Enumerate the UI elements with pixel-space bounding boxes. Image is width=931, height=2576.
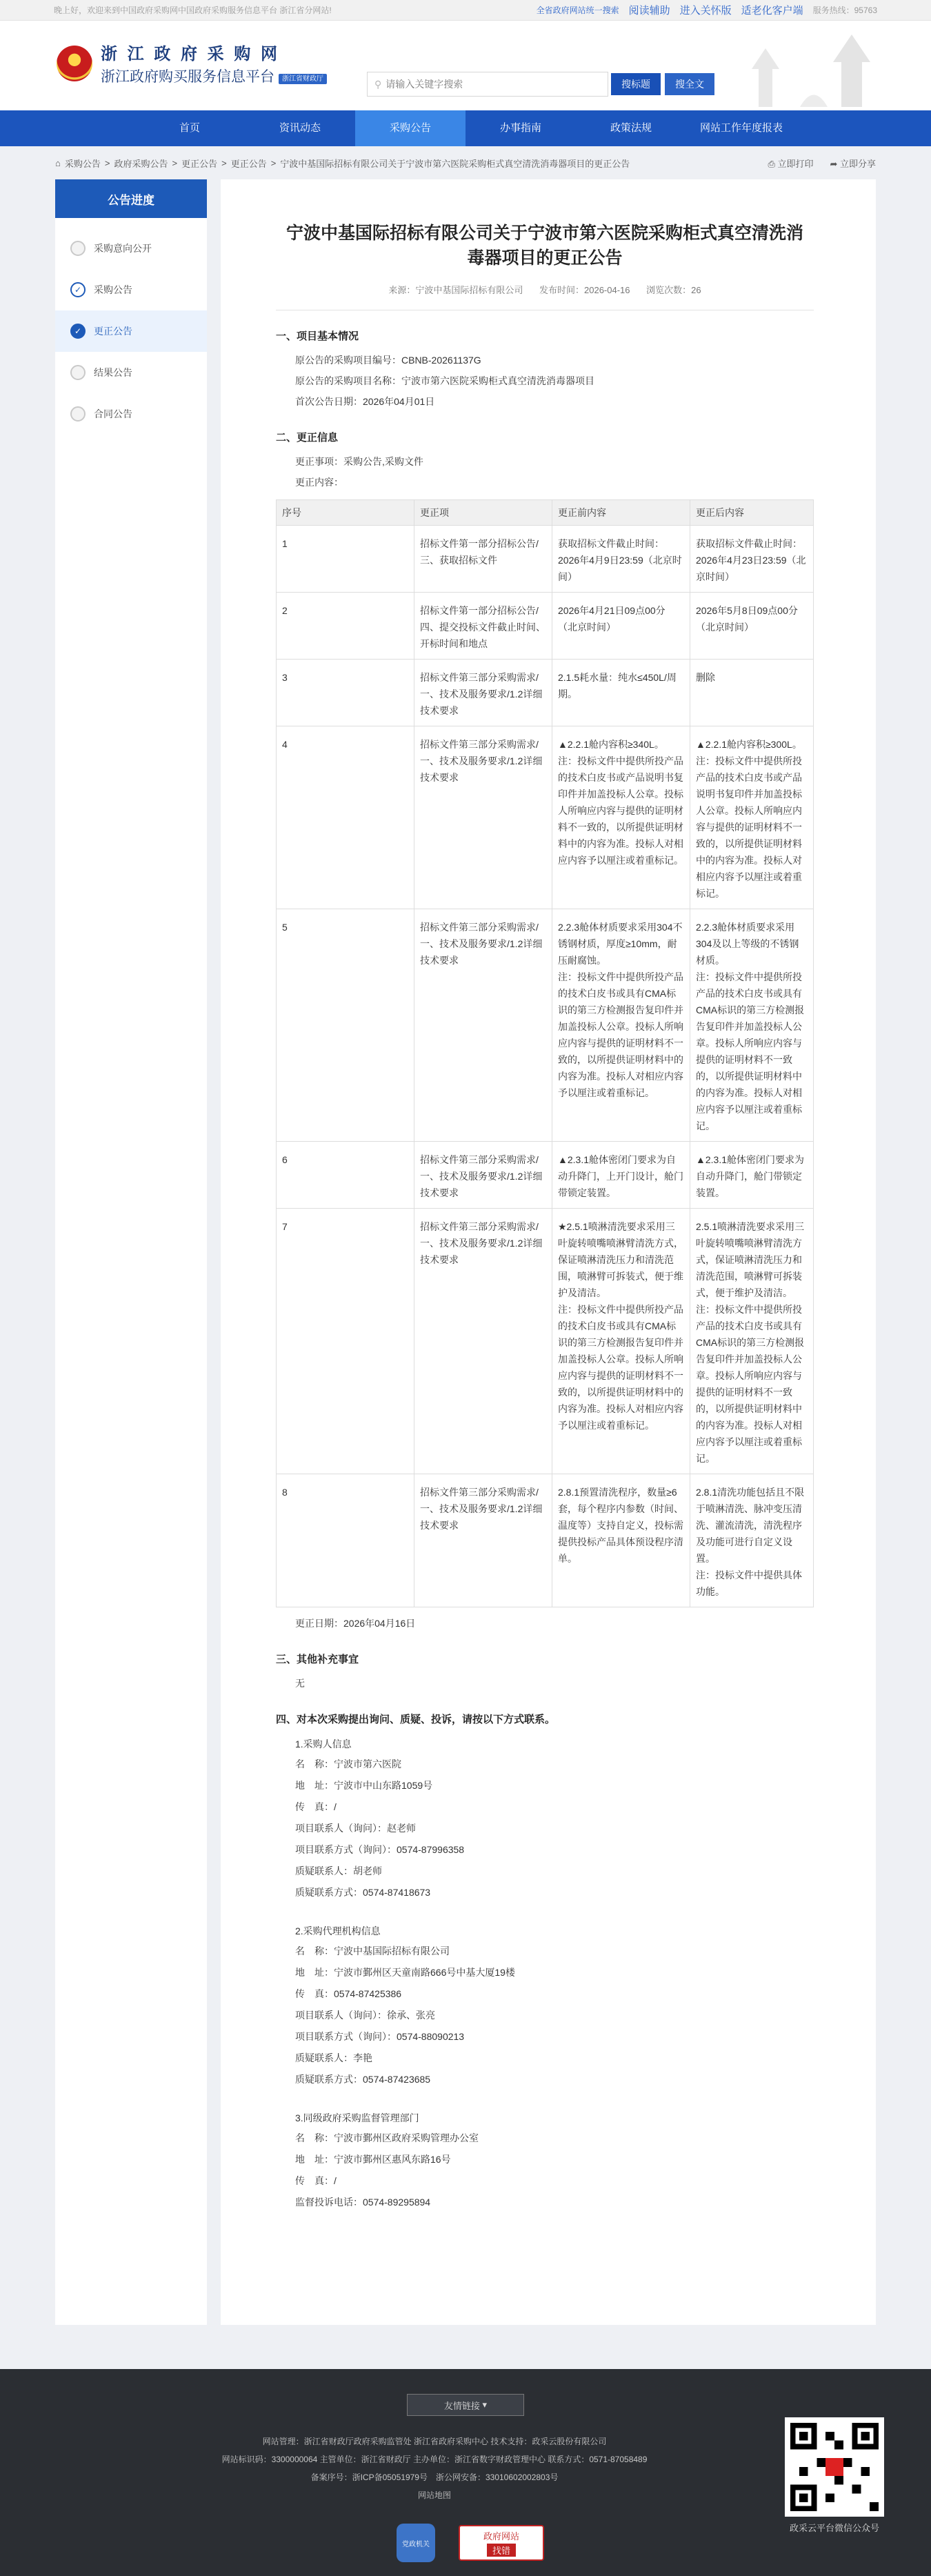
contact-line: 地 址：宁波市鄞州区惠风东路16号 bbox=[295, 2154, 451, 2165]
contact-line: 名 称：宁波市鄞州区政府采购管理办公室 bbox=[295, 2132, 479, 2143]
breadcrumb-item[interactable]: 采购公告 bbox=[64, 158, 101, 169]
table-cell: ▲2.3.1舱体密闭门要求为自动升降门，舱门带锁定装置。 bbox=[690, 1142, 814, 1209]
article bbox=[221, 179, 876, 2325]
contact-line: 质疑联系人：胡老师 bbox=[295, 1865, 382, 1876]
agency-contacts bbox=[276, 1941, 814, 2090]
table-cell: 8 bbox=[277, 1474, 414, 1607]
table-row bbox=[277, 593, 814, 660]
table-cell: 1 bbox=[277, 526, 414, 593]
friend-links-select[interactable]: 友情链接 ▾ bbox=[407, 2394, 524, 2416]
table-cell: 获取招标文件截止时间：2026年4月9日23:59（北京时间） bbox=[552, 526, 690, 593]
elder-client-link[interactable]: 适老化客户端 bbox=[741, 5, 803, 17]
supervisor-contacts bbox=[276, 2128, 814, 2213]
table-cell: 招标文件第三部分采购需求/一、技术及服务要求/1.2详细技术要求 bbox=[414, 726, 552, 909]
breadcrumb-current: 宁波中基国际招标有限公司关于宁波市第六医院采购柜式真空清洗消毒器项目的更正公告 bbox=[280, 158, 630, 169]
project-name: 原公告的采购项目名称：宁波市第六医院采购柜式真空清洗消毒器项目 bbox=[295, 375, 594, 386]
top-bar bbox=[0, 0, 931, 21]
table-cell: 2.8.1清洗功能包括且不限于喷淋清洗、脉冲变压清洗、灌流清洗，清洗程序及功能可进行自定义设置。 注：投标文件中提供具体功能。 bbox=[690, 1474, 814, 1607]
contact-line: 地 址：宁波市中山东路1059号 bbox=[295, 1780, 433, 1791]
table-cell: 招标文件第三部分采购需求/一、技术及服务要求/1.2详细技术要求 bbox=[414, 660, 552, 726]
national-emblem-icon bbox=[57, 46, 92, 81]
breadcrumb-item[interactable]: 政府采购公告 bbox=[114, 158, 168, 169]
progress-sidebar bbox=[55, 179, 207, 2325]
qr-code-icon bbox=[785, 2417, 884, 2517]
step-intent[interactable]: 采购意向公开 bbox=[55, 228, 207, 269]
breadcrumb-item[interactable]: 更正公告 bbox=[230, 158, 267, 169]
site-subtitle: 浙江政府购买服务信息平台 bbox=[101, 69, 274, 85]
care-mode-link[interactable]: 进入关怀版 bbox=[679, 5, 732, 17]
step-correction[interactable]: ✓ 更正公告 bbox=[55, 310, 207, 352]
check-icon: ✓ bbox=[70, 282, 86, 297]
site-header bbox=[0, 21, 931, 110]
check-icon: ✓ bbox=[70, 324, 86, 339]
section-heading: 二、更正信息 bbox=[276, 432, 339, 444]
step-dot-icon bbox=[70, 406, 86, 422]
table-cell: 招标文件第三部分采购需求/一、技术及服务要求/1.2详细技术要求 bbox=[414, 1209, 552, 1474]
table-cell: 4 bbox=[277, 726, 414, 909]
search-input[interactable] bbox=[386, 79, 608, 90]
table-cell: 6 bbox=[277, 1142, 414, 1209]
column-header: 序号 bbox=[277, 500, 414, 526]
search-title-button[interactable]: 搜标题 bbox=[611, 73, 661, 95]
table-cell: 2.2.3舱体材质要求采用304不锈钢材质，厚度≥10mm，耐压耐腐蚀。 注：投标文件中提供所投产品的技术白皮书或具有CMA标识的第三方检测报告复印件并加盖投标人公章。投标人所响应内容与提供的证明材料不一致的，以所提供证明材料中的内容为准。投标人对相应内容予以厘注或着重标记。 bbox=[552, 909, 690, 1142]
page-title: 宁波中基国际招标有限公司关于宁波市第六医院采购柜式真空清洗消毒器项目的更正公告 bbox=[286, 224, 803, 268]
footer-site-id: 网站标识码：3300000064 主管单位：浙江省财政厅 主办单位：浙江省数字财政管理中心 联系方式：0571-87058489 bbox=[221, 2455, 648, 2464]
breadcrumb: ⌂ 采购公告 > 政府采购公告 > 更正公告 > 更正公告 > 宁波中基国际招标有限公司关于宁波市第六医院采购柜式真空清洗消毒器项目的更正公告 ⎙ 立即打印 ➦ 立即分享 bbox=[55, 157, 876, 169]
contact-line: 项目联系方式（询问）：0574-88090213 bbox=[295, 2031, 465, 2042]
report-error-badge[interactable]: 政府网站 找错 bbox=[459, 2525, 544, 2561]
main-nav bbox=[0, 110, 931, 146]
step-contract[interactable]: 合同公告 bbox=[55, 393, 207, 435]
nav-announcements[interactable]: 采购公告 bbox=[355, 110, 466, 146]
pagoda-decoration-icon bbox=[738, 28, 890, 107]
table-cell: 招标文件第三部分采购需求/一、技术及服务要求/1.2详细技术要求 bbox=[414, 1474, 552, 1607]
sidebar-heading: 公告进度 bbox=[55, 179, 207, 218]
site-logo[interactable] bbox=[57, 40, 327, 86]
change-date: 更正日期：2026年04月16日 bbox=[295, 1618, 416, 1629]
table-cell: 招标文件第三部分采购需求/一、技术及服务要求/1.2详细技术要求 bbox=[414, 909, 552, 1142]
table-cell: 删除 bbox=[690, 660, 814, 726]
table-row bbox=[277, 726, 814, 909]
contact-line: 项目联系方式（询问）：0574-87996358 bbox=[295, 1844, 465, 1855]
search-fulltext-button[interactable]: 搜全文 bbox=[665, 73, 714, 95]
contact-line: 质疑联系方式：0574-87423685 bbox=[295, 2074, 431, 2085]
section-heading: 四、对本次采购提出询问、质疑、投诉，请按以下方式联系。 bbox=[276, 1714, 556, 1725]
contact-line: 项目联系人（询问）：赵老师 bbox=[295, 1823, 416, 1834]
footer-sitemap[interactable]: 网站地图 bbox=[417, 2490, 451, 2500]
table-cell: ★2.5.1喷淋清洗要求采用三叶旋转喷嘴喷淋臂清洗方式，保证喷淋清洗压力和清洗范围，喷淋臂可拆装式，便于维护及清洁。 注：投标文件中提供所投产品的技术白皮书或具有CMA标识的第三方检测报告复印件并加盖投标人公章。投标人所响应内容与提供的证明材料不一致的，以所提供证明材料中的内容为准。投标人对相应内容予以厘注或着重标记。 bbox=[552, 1209, 690, 1474]
contact-line: 传 真：/ bbox=[295, 2175, 337, 2186]
section-heading: 三、其他补充事宜 bbox=[276, 1654, 359, 1665]
site-search-link[interactable]: 全省政府网站统一搜索 bbox=[536, 6, 619, 15]
table-row bbox=[277, 1474, 814, 1607]
table-cell: 招标文件第一部分招标公告/四、提交投标文件截止时间、开标时间和地点 bbox=[414, 593, 552, 660]
share-icon: ➦ bbox=[830, 158, 840, 169]
table-row bbox=[277, 1142, 814, 1209]
other-matters: 无 bbox=[295, 1678, 305, 1689]
project-code: 原公告的采购项目编号：CBNB-20261137G bbox=[295, 355, 481, 366]
table-row bbox=[277, 526, 814, 593]
table-cell: ▲2.2.1舱内容积≥340L。 注：投标文件中提供所投产品的技术白皮书或产品说明书复印件并加盖投标人公章。投标人所响应内容与提供的证明材料不一致的，以所提供证明材料中的内容为准。投标人对相应内容予以厘注或着重标记。 bbox=[552, 726, 690, 909]
table-cell: ▲2.3.1舱体密闭门要求为自动升降门，上开门设计，舱门带锁定装置。 bbox=[552, 1142, 690, 1209]
change-table bbox=[276, 499, 814, 1607]
contact-line: 质疑联系方式：0574-87418673 bbox=[295, 1887, 431, 1898]
table-cell: 2.8.1预置清洗程序，数量≥6套，每个程序内参数（时间、温度等）支持自定义，投标需提供投标产品具体预设程序清单。 bbox=[552, 1474, 690, 1607]
change-content-label: 更正内容： bbox=[295, 477, 343, 488]
nav-news[interactable]: 资讯动态 bbox=[279, 122, 321, 134]
table-cell: 5 bbox=[277, 909, 414, 1142]
site-title: 浙 江 政 府 采 购 网 bbox=[101, 45, 281, 63]
table-row bbox=[277, 909, 814, 1142]
table-cell: 2 bbox=[277, 593, 414, 660]
contact-line: 项目联系人（询问）：徐承、张亮 bbox=[295, 2010, 435, 2021]
contact-line: 名 称：宁波中基国际招标有限公司 bbox=[295, 1945, 450, 1956]
contact-line: 质疑联系人：李艳 bbox=[295, 2052, 372, 2063]
search-icon: ⚲ bbox=[374, 78, 382, 90]
nav-guide[interactable]: 办事指南 bbox=[499, 122, 541, 134]
step-result[interactable]: 结果公告 bbox=[55, 352, 207, 393]
share-button[interactable]: ➦ 立即分享 bbox=[830, 158, 876, 169]
hotline-text: 服务热线：95763 bbox=[812, 6, 877, 15]
article-meta bbox=[276, 283, 814, 310]
contact-group-title: 2.采购代理机构信息 bbox=[295, 1925, 381, 1936]
table-cell: 获取招标文件截止时间：2026年4月23日23:59（北京时间） bbox=[690, 526, 814, 593]
first-notice-date: 首次公告日期：2026年04月01日 bbox=[295, 396, 435, 407]
section-heading: 一、项目基本情况 bbox=[276, 330, 359, 342]
search-box[interactable] bbox=[367, 72, 608, 97]
nav-home[interactable]: 首页 bbox=[179, 122, 200, 134]
column-header: 更正后内容 bbox=[690, 500, 814, 526]
step-dot-icon bbox=[70, 241, 86, 256]
table-cell: 2026年5月8日09点00分（北京时间） bbox=[690, 593, 814, 660]
site-footer bbox=[0, 2369, 931, 2576]
contact-line: 传 真：/ bbox=[295, 1801, 337, 1812]
purchaser-contacts bbox=[276, 1754, 814, 1903]
print-button[interactable]: ⎙ 立即打印 bbox=[768, 158, 814, 169]
table-cell: 2.2.3舱体材质要求采用304及以上等级的不锈钢材质。 注：投标文件中提供所投产品的技术白皮书或具有CMA标识的第三方检测报告复印件并加盖投标人公章。投标人所响应内容与提供的证明材料不一致的，以所提供证明材料中的内容为准。投标人对相应内容予以厘注或着重标记。 bbox=[690, 909, 814, 1142]
contact-group-title: 1.采购人信息 bbox=[295, 1738, 352, 1750]
contact-group-title: 3.同级政府采购监督管理部门 bbox=[295, 2112, 419, 2123]
reading-aid-link[interactable]: 阅读辅助 bbox=[628, 5, 670, 17]
table-cell: ▲2.2.1舱内容积≥300L。 注：投标文件中提供所投产品的技术白皮书或产品说明书复印件并加盖投标人公章。投标人所响应内容与提供的证明材料不一致的，以所提供证明材料中的内容为准。投标人对相应内容予以厘注或着重标记。 bbox=[690, 726, 814, 909]
table-row bbox=[277, 660, 814, 726]
step-dot-icon bbox=[70, 365, 86, 380]
party-gov-badge-icon[interactable]: 党政机关 bbox=[397, 2524, 435, 2562]
table-cell: 2.1.5耗水量：纯水≤450L/周期。 bbox=[552, 660, 690, 726]
table-row bbox=[277, 1209, 814, 1474]
printer-icon: ⎙ bbox=[768, 158, 778, 169]
breadcrumb-item[interactable]: 更正公告 bbox=[181, 158, 218, 169]
contact-line: 监督投诉电话：0574-89295894 bbox=[295, 2197, 431, 2208]
chevron-down-icon: ▾ bbox=[482, 2399, 488, 2410]
view-count: 浏览次数：26 bbox=[646, 285, 701, 295]
publish-date: 发布时间：2026-04-16 bbox=[539, 285, 630, 295]
footer-icp[interactable]: 备案序号：浙ICP备05051979号 浙公网安备：33010602002803号 bbox=[310, 2473, 559, 2482]
table-cell: 3 bbox=[277, 660, 414, 726]
footer-management: 网站管理：浙江省财政厅政府采购监管处 浙江省政府采购中心 技术支持：政采云股份有限公司 bbox=[262, 2437, 607, 2446]
source: 来源：宁波中基国际招标有限公司 bbox=[388, 285, 523, 295]
welcome-text: 晚上好，欢迎来到中国政府采购网中国政府采购服务信息平台 浙江省分网站! bbox=[54, 6, 332, 15]
table-cell: 2026年4月21日09点00分（北京时间） bbox=[552, 593, 690, 660]
contact-line: 名 称：宁波市第六医院 bbox=[295, 1758, 401, 1770]
qr-caption: 政采云平台微信公众号 bbox=[789, 2523, 879, 2533]
column-header: 更正项 bbox=[414, 500, 552, 526]
host-badge: 浙江省财政厅 bbox=[279, 74, 327, 84]
column-header: 更正前内容 bbox=[552, 500, 690, 526]
contact-line: 地 址：宁波市鄞州区天童南路666号中基大厦19楼 bbox=[295, 1967, 515, 1978]
nav-annual-report[interactable]: 网站工作年度报表 bbox=[699, 122, 783, 134]
contact-line: 传 真：0574-87425386 bbox=[295, 1988, 402, 1999]
change-items: 更正事项：采购公告,采购文件 bbox=[295, 456, 423, 467]
step-procurement[interactable]: ✓ 采购公告 bbox=[55, 269, 207, 310]
table-cell: 招标文件第三部分采购需求/一、技术及服务要求/1.2详细技术要求 bbox=[414, 1142, 552, 1209]
table-cell: 7 bbox=[277, 1209, 414, 1474]
table-cell: 2.5.1喷淋清洗要求采用三叶旋转喷嘴喷淋臂清洗方式，保证喷淋清洗压力和清洗范围，喷淋臂可拆装式，便于维护及清洁。 注：投标文件中提供所投产品的技术白皮书或具有CMA标识的第三方检测报告复印件并加盖投标人公章。投标人所响应内容与提供的证明材料不一致的，以所提供证明材料中的内容为准。投标人对相应内容予以厘注或着重标记。 bbox=[690, 1209, 814, 1474]
home-icon: ⌂ bbox=[55, 157, 61, 168]
table-cell: 招标文件第一部分招标公告/三、获取招标文件 bbox=[414, 526, 552, 593]
nav-policy[interactable]: 政策法规 bbox=[610, 122, 652, 134]
